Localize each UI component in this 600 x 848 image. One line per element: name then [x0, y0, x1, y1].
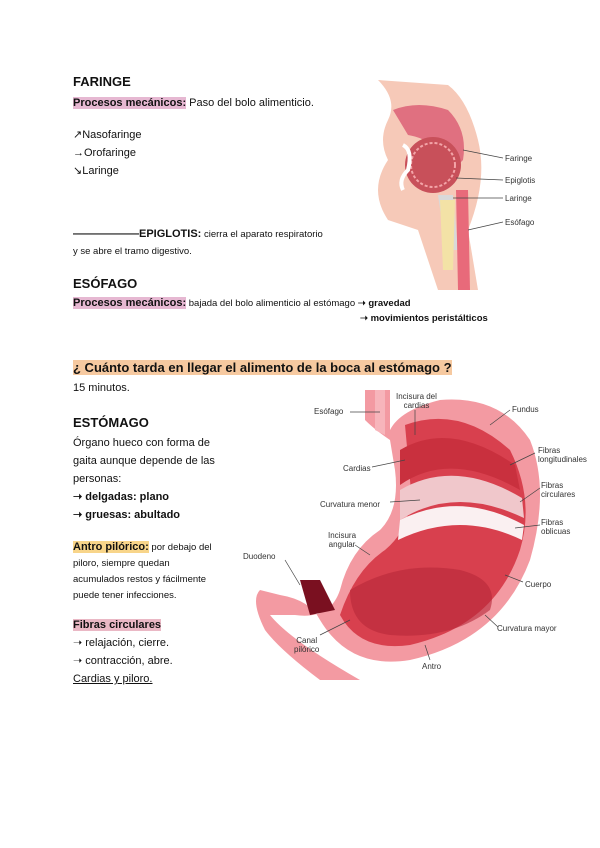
stomach-illustration [240, 390, 570, 680]
list-item: ➝ delgadas: plano [73, 491, 170, 503]
list-item: →Orofaringe [73, 147, 136, 159]
fibras-block [73, 616, 173, 688]
label-faringe: Faringe [505, 154, 533, 163]
esofago-proc [73, 297, 411, 309]
antro-block [73, 539, 212, 604]
list-item: ➝ relajación, cierre. [73, 637, 170, 649]
list-item: ➝ gruesas: abultado [73, 509, 181, 521]
estomago-footer: Cardias y piloro. [73, 673, 153, 685]
pharynx-figure [358, 80, 548, 290]
label-curvatura-mayor: Curvatura mayor [497, 624, 557, 633]
esofago-proc-label: Procesos mecánicos: [73, 297, 187, 309]
label-esofago-stomach: Esófago [314, 407, 344, 416]
pharynx-illustration [358, 80, 548, 290]
label-fibras-oblicuas: Fibras oblicuas [541, 518, 571, 536]
antro-line: piloro, siempre quedan [73, 558, 170, 569]
esofago-arrow1: ➝ gravedad [357, 298, 411, 309]
epiglotis-text: cierra el aparato respiratorio [201, 229, 323, 240]
question-answer: 15 minutos. [73, 382, 130, 394]
desc-line: gaita aunque depende de las [73, 455, 215, 467]
faringe-title: FARINGE [73, 74, 131, 89]
faringe-proc-text: Paso del bolo alimenticio. [186, 97, 314, 109]
epiglotis-label: EPIGLOTIS: [139, 228, 202, 240]
epiglotis-text2: y se abre el tramo digestivo. [73, 246, 192, 257]
faringe-proc [73, 94, 314, 112]
label-curvatura-menor: Curvatura menor [320, 500, 381, 509]
antro-text: por debajo del [148, 542, 212, 553]
esofago-title: ESÓFAGO [73, 276, 138, 291]
desc-line: Órgano hueco con forma de [73, 437, 210, 449]
antro-label: Antro pilórico: [73, 541, 149, 553]
estomago-desc [73, 434, 215, 524]
label-fibras-circulares: Fibras circulares [541, 481, 576, 499]
list-item: ➝ contracción, abre. [73, 655, 173, 667]
epiglotis-dashes: —————— [73, 228, 139, 240]
label-fundus: Fundus [512, 405, 539, 414]
faringe-list [73, 126, 142, 180]
list-item: ↘Laringe [73, 165, 119, 177]
desc-line: personas: [73, 473, 122, 485]
label-cardias: Cardias [343, 464, 371, 473]
fibras-title: Fibras circulares [73, 619, 162, 631]
epiglotis-line [73, 228, 323, 240]
stomach-figure [240, 390, 587, 680]
label-cuerpo: Cuerpo [525, 580, 552, 589]
label-incisura-cardias: Incisura del cardias [396, 392, 437, 410]
label-canal-pilorico: Canal pilórico [294, 636, 320, 654]
label-epiglotis: Epiglotis [505, 176, 536, 185]
label-antro: Antro [422, 662, 442, 671]
question-text: ¿ Cuánto tarda en llegar el alimento de la boca al estómago ? [73, 360, 452, 375]
label-esofago: Esófago [505, 218, 535, 227]
estomago-title: ESTÓMAGO [73, 415, 149, 430]
list-item: ↗Nasofaringe [73, 129, 142, 141]
label-fibras-longitudinales: Fibras longitudinales [538, 446, 587, 464]
esofago-arrow2: ➝ movimientos peristálticos [360, 313, 488, 324]
esofago-proc-text: bajada del bolo alimenticio al estómago [186, 298, 358, 309]
antro-line: puede tener infecciones. [73, 590, 177, 601]
label-duodeno: Duodeno [243, 552, 276, 561]
faringe-proc-label: Procesos mecánicos: [73, 97, 187, 109]
label-laringe: Laringe [505, 194, 532, 203]
antro-line: acumulados restos y fácilmente [73, 574, 207, 585]
label-incisura-angular: Incisura angular [328, 531, 357, 549]
